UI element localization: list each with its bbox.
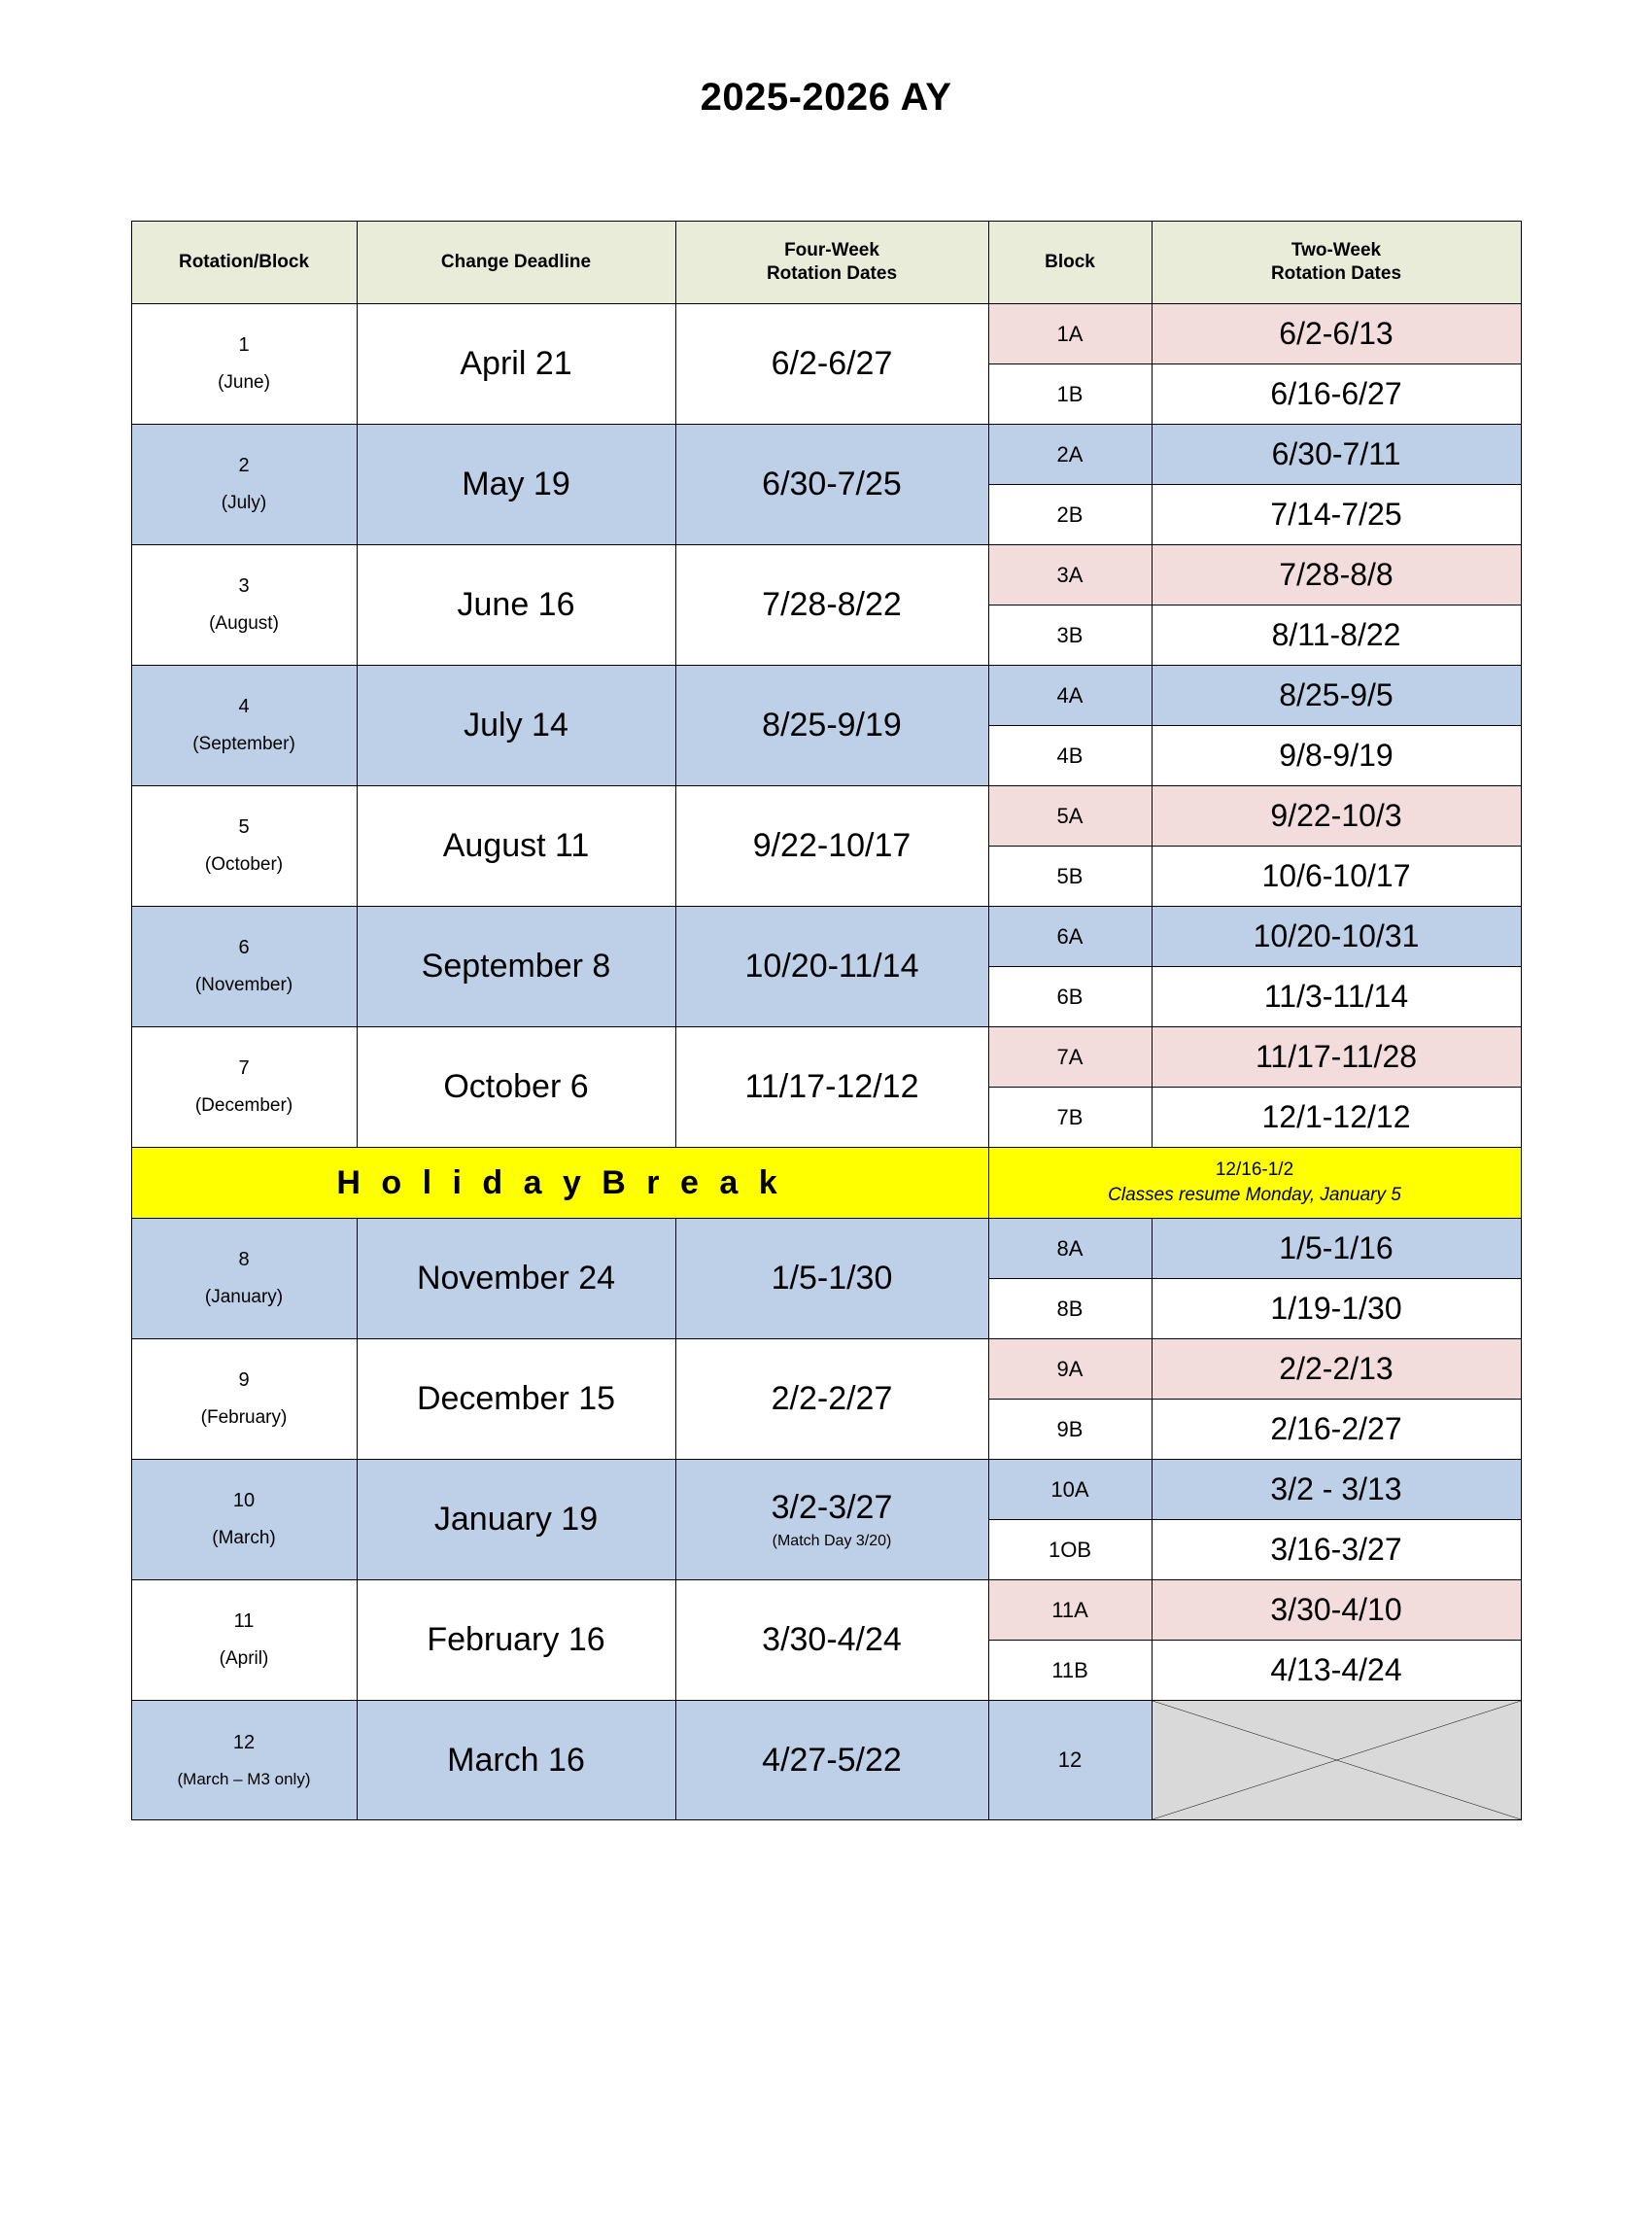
no-two-week-cell xyxy=(1152,1701,1521,1820)
change-deadline-cell: March 16 xyxy=(357,1701,675,1820)
two-week-dates-cell: 1/19-1/30 xyxy=(1152,1279,1521,1339)
header-four-week-line1: Four-Week xyxy=(784,240,879,261)
four-week-dates-cell xyxy=(675,1460,988,1580)
two-week-dates-cell: 4/13-4/24 xyxy=(1152,1641,1521,1701)
two-week-dates-cell: 9/22-10/3 xyxy=(1152,786,1521,847)
four-week-dates-cell: 10/20-11/14 xyxy=(675,907,988,1027)
change-deadline-cell: December 15 xyxy=(357,1339,675,1460)
two-week-dates-cell: 10/6-10/17 xyxy=(1152,847,1521,907)
block-cell: 4A xyxy=(988,666,1152,726)
header-two-week-line1: Two-Week xyxy=(1291,240,1382,261)
block-cell: 5A xyxy=(988,786,1152,847)
header-change-deadline: Change Deadline xyxy=(357,222,675,304)
holiday-break-note: Classes resume Monday, January 5 xyxy=(1108,1185,1401,1205)
four-week-dates-cell: 6/2-6/27 xyxy=(675,304,988,425)
holiday-break-label: H o l i d a y B r e a k xyxy=(131,1148,988,1219)
table-row xyxy=(131,907,1521,967)
table-row xyxy=(131,304,1521,364)
table-row xyxy=(131,1701,1521,1820)
rotation-number: 7 xyxy=(238,1057,250,1080)
rotation-month: (September) xyxy=(192,734,295,755)
block-cell: 1OB xyxy=(988,1520,1152,1580)
holiday-break-row xyxy=(131,1148,1521,1219)
rotation-cell xyxy=(131,1219,357,1339)
cross-out-icon xyxy=(1153,1701,1521,1819)
header-two-week-line2: Rotation Dates xyxy=(1270,263,1402,284)
block-cell: 4B xyxy=(988,726,1152,786)
rotation-calendar-table xyxy=(131,221,1522,1820)
two-week-dates-cell: 8/11-8/22 xyxy=(1152,605,1521,666)
four-week-dates-cell: 8/25-9/19 xyxy=(675,666,988,786)
change-deadline-cell: February 16 xyxy=(357,1580,675,1701)
rotation-month: (December) xyxy=(194,1095,293,1117)
change-deadline-cell: August 11 xyxy=(357,786,675,907)
two-week-dates-cell: 3/30-4/10 xyxy=(1152,1580,1521,1641)
rotation-cell xyxy=(131,304,357,425)
rotation-cell xyxy=(131,545,357,666)
change-deadline-cell: June 16 xyxy=(357,545,675,666)
rotation-number: 5 xyxy=(238,816,250,839)
rotation-cell xyxy=(131,666,357,786)
table-row xyxy=(131,1027,1521,1088)
rotation-month: (November) xyxy=(194,975,293,996)
rotation-cell xyxy=(131,786,357,907)
rotation-cell xyxy=(131,1701,357,1820)
table-row xyxy=(131,545,1521,605)
four-week-dates-cell: 1/5-1/30 xyxy=(675,1219,988,1339)
rotation-month: (April) xyxy=(219,1648,269,1670)
block-cell: 7B xyxy=(988,1088,1152,1148)
two-week-dates-cell: 12/1-12/12 xyxy=(1152,1088,1521,1148)
table-row xyxy=(131,786,1521,847)
rotation-number: 2 xyxy=(238,455,250,477)
rotation-number: 8 xyxy=(238,1249,250,1271)
table-row xyxy=(131,425,1521,485)
rotation-cell xyxy=(131,1027,357,1148)
two-week-dates-cell: 2/2-2/13 xyxy=(1152,1339,1521,1400)
four-week-dates-cell: 7/28-8/22 xyxy=(675,545,988,666)
two-week-dates-cell: 11/3-11/14 xyxy=(1152,967,1521,1027)
header-two-week-rotation-dates xyxy=(1152,222,1521,304)
rotation-month: (February) xyxy=(200,1407,288,1429)
table-row xyxy=(131,1580,1521,1641)
rotation-month: (January) xyxy=(204,1287,284,1308)
block-cell: 9A xyxy=(988,1339,1152,1400)
block-cell: 11A xyxy=(988,1580,1152,1641)
page-title: 2025-2026 AY xyxy=(700,76,952,119)
block-cell: 6B xyxy=(988,967,1152,1027)
header-four-week-line2: Rotation Dates xyxy=(766,263,898,284)
rotation-number: 6 xyxy=(238,937,250,959)
holiday-break-dates-cell xyxy=(988,1148,1521,1219)
rotation-number: 3 xyxy=(238,575,250,598)
change-deadline-cell: September 8 xyxy=(357,907,675,1027)
block-cell: 1A xyxy=(988,304,1152,364)
rotation-cell xyxy=(131,1460,357,1580)
document-page xyxy=(0,76,1652,2214)
change-deadline-cell: May 19 xyxy=(357,425,675,545)
four-week-dates-cell: 3/30-4/24 xyxy=(675,1580,988,1701)
rotation-cell xyxy=(131,1339,357,1460)
two-week-dates-cell: 6/30-7/11 xyxy=(1152,425,1521,485)
rotation-month: (October) xyxy=(204,854,284,876)
change-deadline-cell: July 14 xyxy=(357,666,675,786)
four-week-dates: 3/2-3/27 xyxy=(771,1489,893,1526)
rotation-month: (July) xyxy=(221,493,267,514)
block-cell: 5B xyxy=(988,847,1152,907)
four-week-dates-cell: 6/30-7/25 xyxy=(675,425,988,545)
block-cell: 8A xyxy=(988,1219,1152,1279)
holiday-break-dates: 12/16-1/2 xyxy=(1215,1159,1294,1181)
table-row xyxy=(131,1339,1521,1400)
table-header-row xyxy=(131,222,1521,304)
two-week-dates-cell: 9/8-9/19 xyxy=(1152,726,1521,786)
block-cell: 12 xyxy=(988,1701,1152,1820)
change-deadline-cell: January 19 xyxy=(357,1460,675,1580)
rotation-month: (March) xyxy=(212,1528,276,1549)
block-cell: 7A xyxy=(988,1027,1152,1088)
table-row xyxy=(131,1219,1521,1279)
rotation-cell xyxy=(131,1580,357,1701)
rotation-month: (August) xyxy=(209,613,279,635)
four-week-dates-cell: 9/22-10/17 xyxy=(675,786,988,907)
four-week-dates-cell: 11/17-12/12 xyxy=(675,1027,988,1148)
rotation-cell xyxy=(131,425,357,545)
two-week-dates-cell: 6/2-6/13 xyxy=(1152,304,1521,364)
rotation-number: 10 xyxy=(232,1490,256,1512)
rotation-month: (March – M3 only) xyxy=(177,1770,311,1789)
block-cell: 1B xyxy=(988,364,1152,425)
rotation-number: 11 xyxy=(233,1610,255,1633)
two-week-dates-cell: 7/28-8/8 xyxy=(1152,545,1521,605)
block-cell: 8B xyxy=(988,1279,1152,1339)
two-week-dates-cell: 11/17-11/28 xyxy=(1152,1027,1521,1088)
block-cell: 10A xyxy=(988,1460,1152,1520)
table-row xyxy=(131,1460,1521,1520)
two-week-dates-cell: 3/16-3/27 xyxy=(1152,1520,1521,1580)
block-cell: 11B xyxy=(988,1641,1152,1701)
four-week-dates-cell: 2/2-2/27 xyxy=(675,1339,988,1460)
change-deadline-cell: April 21 xyxy=(357,304,675,425)
rotation-number: 12 xyxy=(232,1732,256,1754)
rotation-cell xyxy=(131,907,357,1027)
rotation-month: (June) xyxy=(218,372,270,394)
block-cell: 3B xyxy=(988,605,1152,666)
two-week-dates-cell: 8/25-9/5 xyxy=(1152,666,1521,726)
two-week-dates-cell: 10/20-10/31 xyxy=(1152,907,1521,967)
block-cell: 9B xyxy=(988,1400,1152,1460)
two-week-dates-cell: 3/2 - 3/13 xyxy=(1152,1460,1521,1520)
block-cell: 2A xyxy=(988,425,1152,485)
header-four-week-rotation-dates xyxy=(675,222,988,304)
table-row xyxy=(131,666,1521,726)
rotation-number: 1 xyxy=(238,334,250,357)
block-cell: 2B xyxy=(988,485,1152,545)
header-rotation-block: Rotation/Block xyxy=(131,222,357,304)
block-cell: 3A xyxy=(988,545,1152,605)
change-deadline-cell: November 24 xyxy=(357,1219,675,1339)
two-week-dates-cell: 7/14-7/25 xyxy=(1152,485,1521,545)
four-week-note: (Match Day 3/20) xyxy=(772,1533,892,1549)
four-week-dates-cell: 4/27-5/22 xyxy=(675,1701,988,1820)
two-week-dates-cell: 2/16-2/27 xyxy=(1152,1400,1521,1460)
two-week-dates-cell: 1/5-1/16 xyxy=(1152,1219,1521,1279)
block-cell: 6A xyxy=(988,907,1152,967)
change-deadline-cell: October 6 xyxy=(357,1027,675,1148)
rotation-number: 9 xyxy=(238,1369,250,1392)
header-block: Block xyxy=(988,222,1152,304)
rotation-number: 4 xyxy=(238,696,250,718)
two-week-dates-cell: 6/16-6/27 xyxy=(1152,364,1521,425)
